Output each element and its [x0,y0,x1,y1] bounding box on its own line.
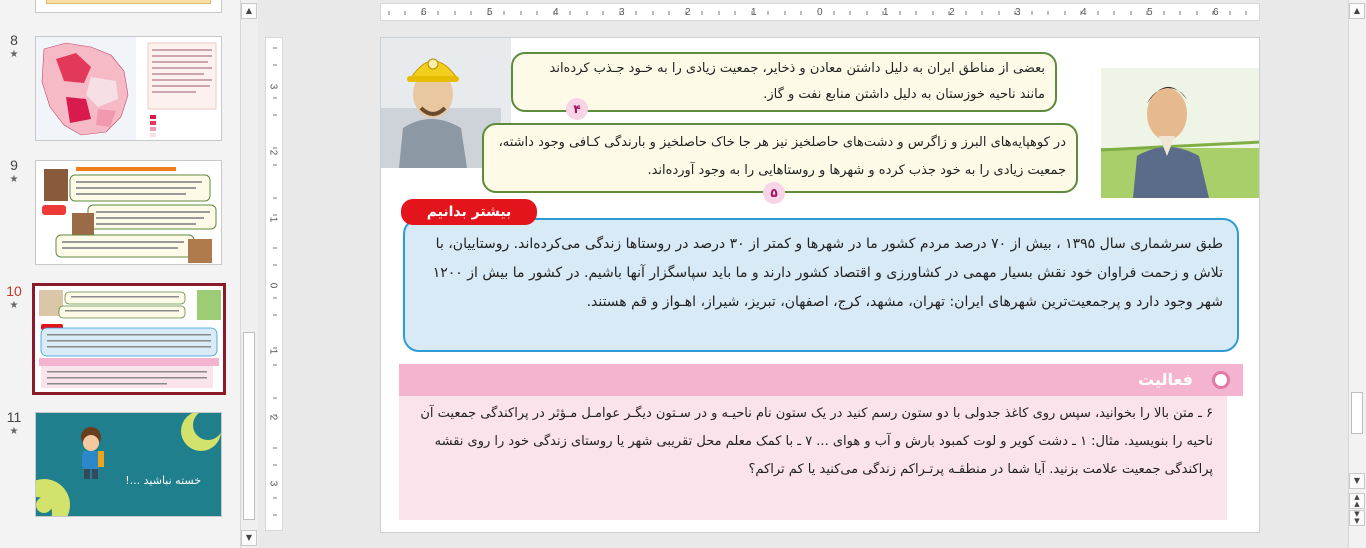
ruler-label: 2 [267,414,279,421]
ruler-label: 2 [685,7,691,18]
slide-star-icon: ★ [9,174,19,185]
horizontal-ruler[interactable] [380,3,1260,21]
scroll-up-icon[interactable]: ▲ [241,3,257,19]
slide-canvas[interactable] [380,37,1260,533]
slide-number-10: 10 [6,283,22,299]
scrollbar-thumb[interactable] [1351,392,1363,434]
editor-scrollbar[interactable] [1348,0,1366,548]
slide-number-9: 9 [10,157,18,173]
ruler-label: 6 [1213,7,1219,18]
ruler-label: 2 [267,149,279,156]
ruler-label: 2 [949,7,955,18]
previous-slide-icon[interactable]: ▲ ▲ [1349,493,1365,509]
ruler-label: 5 [487,7,493,18]
slide-11-background [36,413,222,517]
scroll-down-icon[interactable]: ▼ [1349,473,1365,489]
slide-11-text: خسته نباشید ...! [125,474,201,487]
ruler-label: 0 [817,7,823,18]
slide-star-icon: ★ [9,426,19,437]
ruler-label: 1 [267,216,279,223]
learn-more-label: بیشتر بدانیم [401,199,537,225]
slide-star-icon: ★ [9,300,19,311]
speech-bubble-2 [482,123,1078,193]
slide-10-preview [35,286,223,392]
activity-bullet-icon [1212,371,1230,389]
speech-bubble-1-text: بعضی از مناطق ایران به دلیل داشتن معادن و ذخایر، جمعیت زیادی را به خـود جـذب کرده‌اند مانند ناحیه خوزستان به دلیل داشتن منابع نفت و گاز. [549,61,1045,102]
learn-more-text: طبق سرشماری سال ۱۳۹۵ ، بیش از ۷۰ درصد مردم کشور ما در شهرها و کمتر از ۳۰ درصد در روستاها زندگی می‌کرده‌اند. روستاییان، با تلاش و زحمت فراوان خود نقش بسیار مهمی در کشاورزی و اقتصاد کشور دارند و ما باید سپاسگزار آنها باشیم. در کشور ما بیش از ۱۲۰۰ شهر وجود دارد و پرجمعیت‌ترین شهرهای ایران: تهران، مشهد، کرج، اصفهان، تبریز، شیراز، اهـواز و قم هستند. [432,236,1223,310]
activity-text: ۶ ـ متن بالا را بخوانید، سپس روی کاغذ جدولی با دو ستون رسم کنید در یک ستون نام ناحیـه و در سـتون دیگـر عوامـل مـؤثر در پراکندگی جمعیت آن ناحیه را بنویسید. مثال: ۱ ـ دشت کویر و لوت کمبود بارش و آب و هوای ... ۷ ـ با کمک معلم محل تقریبی شهر یا روستای زندگی خود را روی نقشه پراکندگی جمعیت علامت بزنید. آیا شما در منطقـه پرتـراکم زندگی می‌کنید یا کم تراکم؟ [420,406,1213,477]
learn-more-box [403,218,1239,352]
slide-thumbnail-8[interactable] [35,36,222,141]
ruler-label: 1 [883,7,889,18]
scrollbar-thumb[interactable] [243,332,255,520]
slide-thumbnail-9[interactable] [35,160,222,265]
ruler-label: 6 [421,7,427,18]
ruler-label: 1 [751,7,757,18]
slide-thumbnail-7[interactable] [35,0,222,13]
ruler-label: 3 [619,7,625,18]
slide-star-icon: ★ [9,49,19,60]
ruler-label: 3 [267,83,279,90]
activity-header-band [399,364,1243,396]
ruler-label: 0 [267,282,279,289]
slide-thumbnail-pane[interactable] [0,0,240,548]
slide-thumbnail-10[interactable] [32,283,226,395]
ruler-label: 3 [1015,7,1021,18]
speech-bubble-1 [511,52,1057,112]
vertical-ruler[interactable] [265,37,283,531]
speech-bubble-2-text: در کوهپایه‌های البرز و زاگرس و دشت‌های حاصلخیز نیز هر جا خاک حاصلخیز و بارندگی کـافی وجود داشته، جمعیت زیادی را به خود جذب کرده و شهرها و روستاهایی را به وجود آورده‌اند. [498,135,1066,178]
slide-number-8: 8 [10,32,18,48]
scroll-down-icon[interactable]: ▼ [241,530,257,546]
slide-9-preview [36,161,222,265]
population-map-image [36,37,222,141]
bubble-2-number-badge: ۵ [763,182,785,204]
ruler-label: 4 [1081,7,1087,18]
activity-label: فعالیت [1138,370,1193,389]
activity-box [399,396,1227,520]
thumbnail-scrollbar[interactable] [240,0,258,548]
slide-number-11: 11 [6,409,22,425]
ruler-label: 3 [267,480,279,487]
ruler-label: 1 [267,348,279,355]
scroll-up-icon[interactable]: ▲ [1349,3,1365,19]
slide-thumbnail-11[interactable] [35,412,222,517]
ruler-label: 4 [553,7,559,18]
bubble-1-number-badge: ۴ [566,98,588,120]
next-slide-icon[interactable]: ▼ ▼ [1349,510,1365,526]
ruler-label: 5 [1147,7,1153,18]
